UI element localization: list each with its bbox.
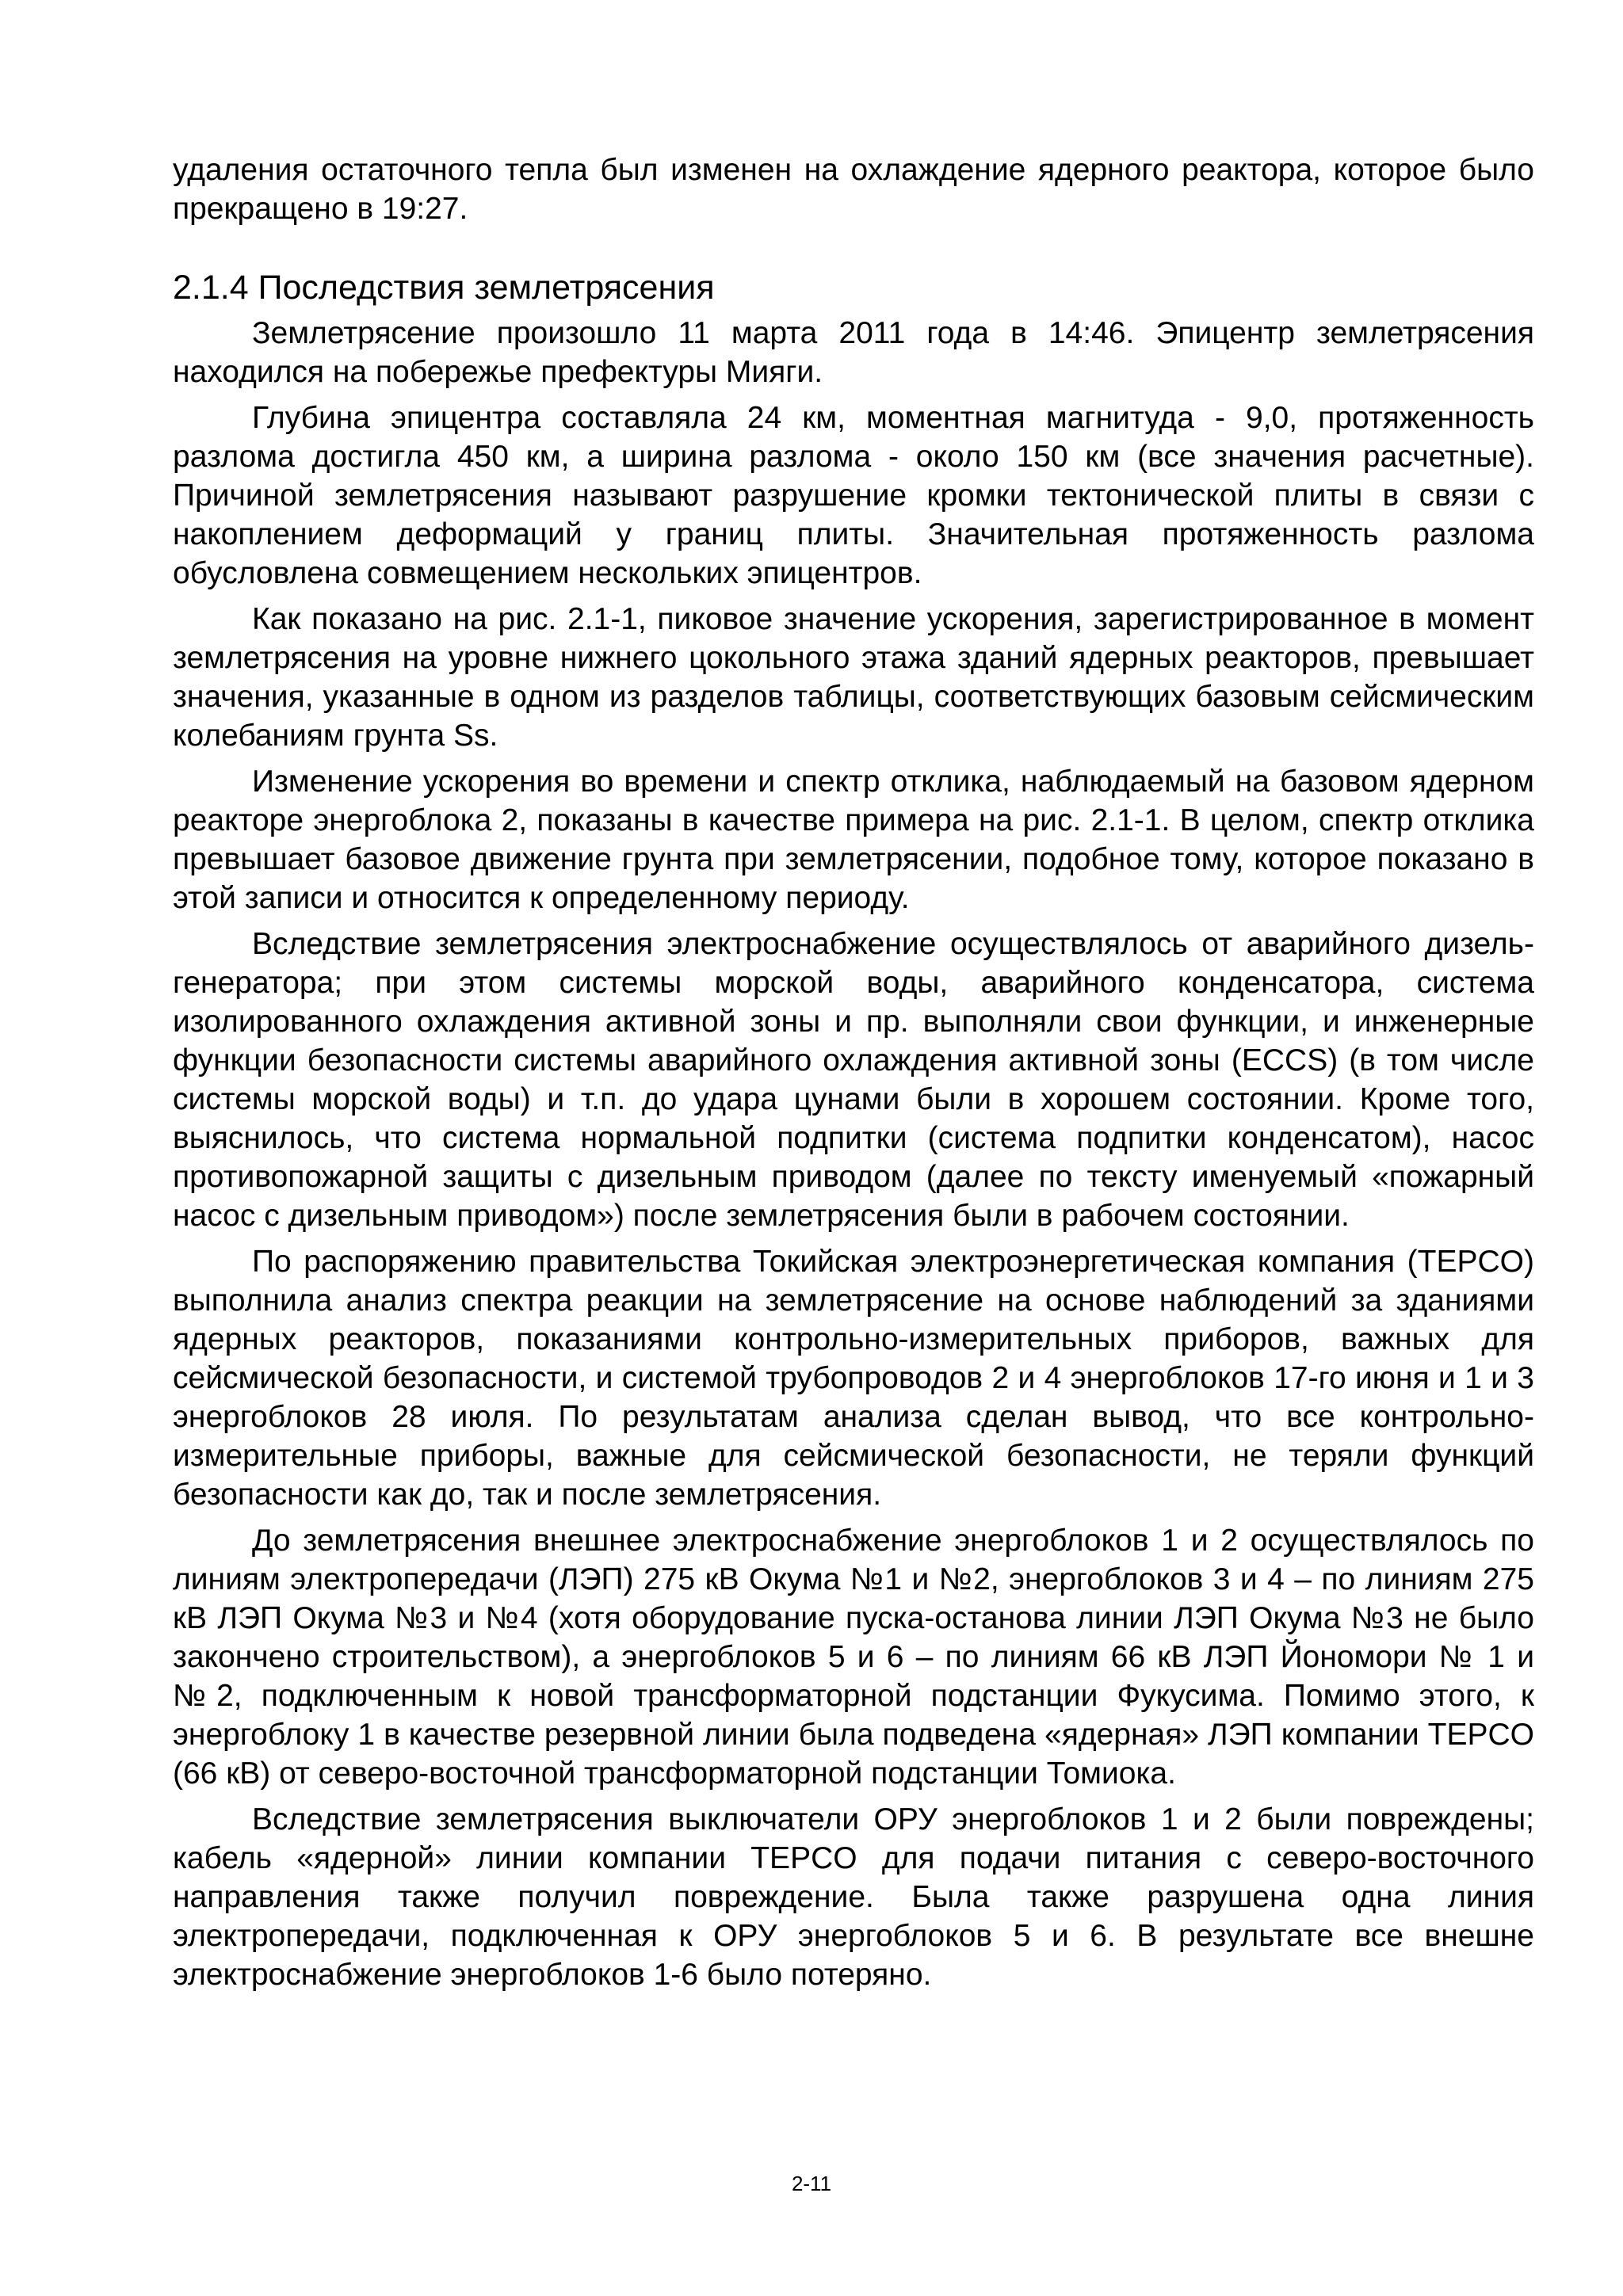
paragraph-epicenter-depth: Глубина эпицентра составляла 24 км, моментная магнитуда - 9,0, протяженность разлома достигла 450 км, а ширина разлома - около 150 км (все значения расчетные). Причиной землетрясения называют разрушение кромки тектонической плиты в связи с накоплением деформаций у границ плиты. Значительная протяженность разлома обусловлена совмещением нескольких эпицентров. (173, 401, 1534, 590)
intro-paragraph: удаления остаточного тепла был изменен на охлаждение ядерного реактора, которое было прекращено в 19:27. (173, 153, 1534, 226)
paragraph-external-power: До землетрясения внешнее электроснабжение энергоблоков 1 и 2 осуществлялось по линиям электропередачи (ЛЭП) 275 кВ Окума №1 и №2, энергоблоков 3 и 4 – по линиям 275 кВ ЛЭП Окума №3 и №4 (хотя оборудование пуска-останова линии ЛЭП Окума №3 не было закончено строительством), а энергоблоков 5 и 6 – по линиям 66 кВ ЛЭП Йономори № 1 и №2, подключенным к новой трансформаторной подстанции Фукусима. Помимо этого, к энергоблоку 1 в качестве резервной линии была подведена «ядерная» ЛЭП компании TEPCO (66 кВ) от северо-восточной трансформаторной подстанции Томиока. (173, 1524, 1534, 1791)
paragraph-response-spectrum: Изменение ускорения во времени и спектр отклика, наблюдаемый на базовом ядерном реакторе энергоблока 2, показаны в качестве примера на рис. 2.1-1. В целом, спектр отклика превышает базовое движение грунта при землетрясении, подобное тому, которое показано в этой записи и относится к определенному периоду. (173, 765, 1534, 915)
paragraph-earthquake-date: Землетрясение произошло 11 марта 2011 года в 14:46. Эпицентр землетрясения находился на побережье префектуры Мияги. (173, 316, 1534, 389)
paragraph-tepco-analysis: По распоряжению правительства Токийская электроэнергетическая компания (TEPCO) выполнила анализ спектра реакции на землетрясение на основе наблюдений за зданиями ядерных реакторов, показаниями контрольно-измерительных приборов, важных для сейсмической безопасности, и системой трубопроводов 2 и 4 энергоблоков 17-го июня и 1 и 3 энергоблоков 28 июля. По результатам анализа сделан вывод, что все контрольно-измерительные приборы, важные для сейсмической безопасности, не теряли функций безопасности как до, так и после землетрясения. (173, 1245, 1534, 1512)
paragraph-peak-acceleration: Как показано на рис. 2.1-1, пиковое значение ускорения, зарегистрированное в момент землетрясения на уровне нижнего цокольного этажа зданий ядерных реакторов, превышает значения, указанные в одном из разделов таблицы, соответствующих базовым сейсмическим колебаниям грунта Ss. (173, 602, 1534, 753)
paragraph-power-supply: Вследствие землетрясения электроснабжение осуществлялось от аварийного дизель-генератора; при этом системы морской воды, аварийного конденсатора, система изолированного охлаждения активной зоны и пр. выполняли свои функции, и инженерные функции безопасности системы аварийного охлаждения активной зоны (ECCS) (в том числе системы морской воды) и т.п. до удара цунами были в хорошем состоянии. Кроме того, выяснилось, что система нормальной подпитки (система подпитки конденсатом), насос противопожарной защиты с дизельным приводом (далее по тексту именуемый «пожарный насос с дизельным приводом») после землетрясения были в рабочем состоянии. (173, 927, 1534, 1233)
section-heading: 2.1.4 Последствия землетрясения (173, 269, 715, 307)
page-number: 2-11 (791, 2172, 832, 2195)
paragraph-switchgear-damage: Вследствие землетрясения выключатели ОРУ энергоблоков 1 и 2 были повреждены; кабель «ядерной» линии компании TEPCO для подачи питания с северо-восточного направления также получил повреждение. Была также разрушена одна линия электропередачи, подключенная к ОРУ энергоблоков 5 и 6. В результате все внешне электроснабжение энергоблоков 1-6 было потеряно. (173, 1802, 1534, 1992)
page-body (173, 151, 1534, 1994)
